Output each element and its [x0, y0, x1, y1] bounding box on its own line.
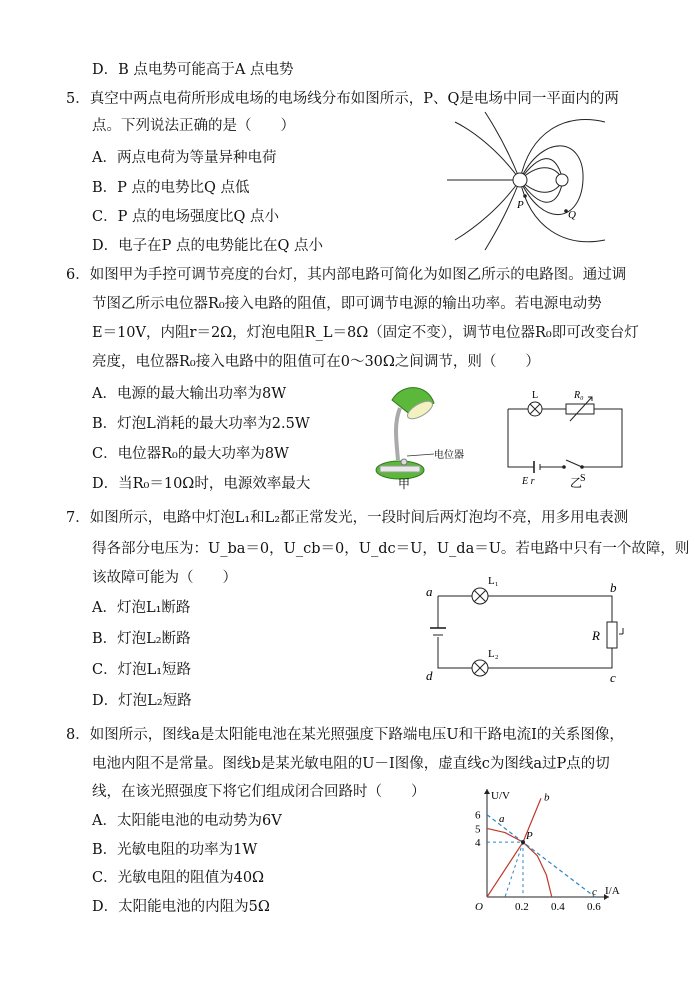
- x-tick-label: 0.4: [551, 901, 565, 913]
- y-axis-label: U/V: [491, 790, 510, 802]
- q7-stem-line2: 得各部分电压为：U_ba＝0，U_cb＝0，U_dc＝U，U_da＝U。若电路中只有一个故障，则: [92, 541, 690, 557]
- origin-label: O: [475, 901, 483, 913]
- fig-jia-label: 甲: [398, 477, 411, 491]
- series-b-label: b: [544, 791, 550, 804]
- y-axis-arrow: [484, 789, 490, 794]
- q8-option-a: A．太阳能电池的电动势为6V: [92, 813, 282, 829]
- node-d: d: [426, 668, 433, 683]
- label-r: R: [592, 628, 600, 643]
- label-l1: L₁: [488, 575, 499, 587]
- p-guide-slant: [505, 842, 523, 897]
- point-p: [521, 840, 525, 844]
- node-c: c: [610, 670, 616, 685]
- q8-option-b: B．光敏电阻的功率为1W: [92, 842, 258, 858]
- point-p-label: P: [526, 830, 533, 843]
- q7-stem-line1: 7．如图所示，电路中灯泡L₁和L₂都正常发光，一段时间后两灯泡均不亮，用多用电表测: [66, 510, 629, 526]
- q7-option-c: C．灯泡L₁短路: [92, 662, 192, 678]
- node-a: a: [426, 584, 433, 599]
- x-tick-label: 0.6: [587, 901, 601, 913]
- desk-lamp-figure: [372, 378, 477, 490]
- series-a-line: [487, 828, 552, 897]
- q5-option-b: B．P 点的电势比Q 点低: [92, 180, 250, 196]
- q6-option-d: D．当R₀＝10Ω时，电源效率最大: [92, 476, 311, 492]
- q7-circuit-figure: [420, 572, 625, 687]
- q7-option-b: B．灯泡L₂断路: [92, 631, 191, 647]
- q7-stem-line3: 该故障可能为（ ）: [92, 570, 237, 586]
- series-a-label: a: [499, 813, 505, 826]
- q6-stem-line1: 6．如图甲为手控可调节亮度的台灯，其内部电路可简化为如图乙所示的电路图。通过调: [66, 267, 627, 283]
- q6-stem-line4: 亮度，电位器R₀接入电路中的阻值可在0～30Ω之间调节，则（ ）: [92, 354, 540, 370]
- q5-option-c: C．P 点的电场强度比Q 点小: [92, 209, 279, 225]
- q4-option-d: D．B 点电势可能高于A 点电势: [92, 62, 294, 78]
- y-tick-label: 5: [475, 823, 481, 836]
- q6-option-c: C．电位器R₀的最大功率为8W: [92, 446, 289, 462]
- label-q: Q: [568, 209, 576, 221]
- q8-stem-line1: 8．如图所示，图线a是太阳能电池在某光照强度下路端电压U和干路电流I的关系图像，: [66, 727, 624, 743]
- x-tick-label: 0.2: [515, 901, 529, 913]
- q8-option-c: C．光敏电阻的阻值为40Ω: [92, 870, 265, 886]
- label-l2: L₂: [488, 648, 499, 660]
- series-b-line: [487, 798, 541, 897]
- series-c-line: [487, 815, 595, 897]
- potentiometer-label: 电位器: [434, 450, 464, 461]
- y-tick-label: 4: [475, 837, 481, 850]
- q5-stem-line2: 点。下列说法正确的是（ ）: [92, 118, 295, 134]
- q7-option-d: D．灯泡L₂短路: [92, 693, 192, 709]
- label-r0: R₀: [574, 390, 584, 401]
- fig-yi-label: 乙: [570, 476, 583, 490]
- label-s: S: [580, 473, 586, 484]
- node-b: b: [610, 580, 617, 595]
- y-tick-label: 6: [475, 809, 481, 822]
- q8-stem-line2: 电池内阻不是常量。图线b是某光敏电阻的U－I图像，虚直线c为图线a过P点的切: [92, 756, 610, 772]
- q8-option-d: D．太阳能电池的内阻为5Ω: [92, 899, 270, 915]
- label-er: E r: [522, 476, 535, 487]
- q5-option-a: A．两点电荷为等量异种电荷: [92, 150, 277, 166]
- q6-option-b: B．灯泡L消耗的最大功率为2.5W: [92, 416, 310, 432]
- q5-field-line-figure: [445, 112, 610, 250]
- q7-option-a: A．灯泡L₁断路: [92, 600, 191, 616]
- q8-stem-line3: 线，在该光照强度下将它们组成闭合回路时（ ）: [92, 784, 426, 800]
- q5-option-d: D．电子在P 点的电势能比在Q 点小: [92, 238, 323, 254]
- q6-option-a: A．电源的最大输出功率为8W: [92, 386, 287, 402]
- q6-stem-line2: 节图乙所示电位器R₀接入电路的阻值，即可调节电源的输出功率。若电源电动势: [92, 296, 602, 312]
- x-axis-label: I/A: [605, 885, 620, 897]
- series-c-label: c: [592, 886, 597, 898]
- lamp-circuit-figure: [500, 387, 630, 490]
- q6-stem-line3: E＝10V，内阻r＝2Ω，灯泡电阻R_L＝8Ω（固定不变），调节电位器R₀即可改变台灯: [92, 325, 639, 341]
- q5-stem-line1: 5．真空中两点电荷所形成电场的电场线分布如图所示，P、Q是电场中同一平面内的两: [66, 91, 619, 107]
- label-p: P: [517, 199, 524, 211]
- u-i-chart: [465, 785, 620, 917]
- label-l: L: [532, 390, 539, 401]
